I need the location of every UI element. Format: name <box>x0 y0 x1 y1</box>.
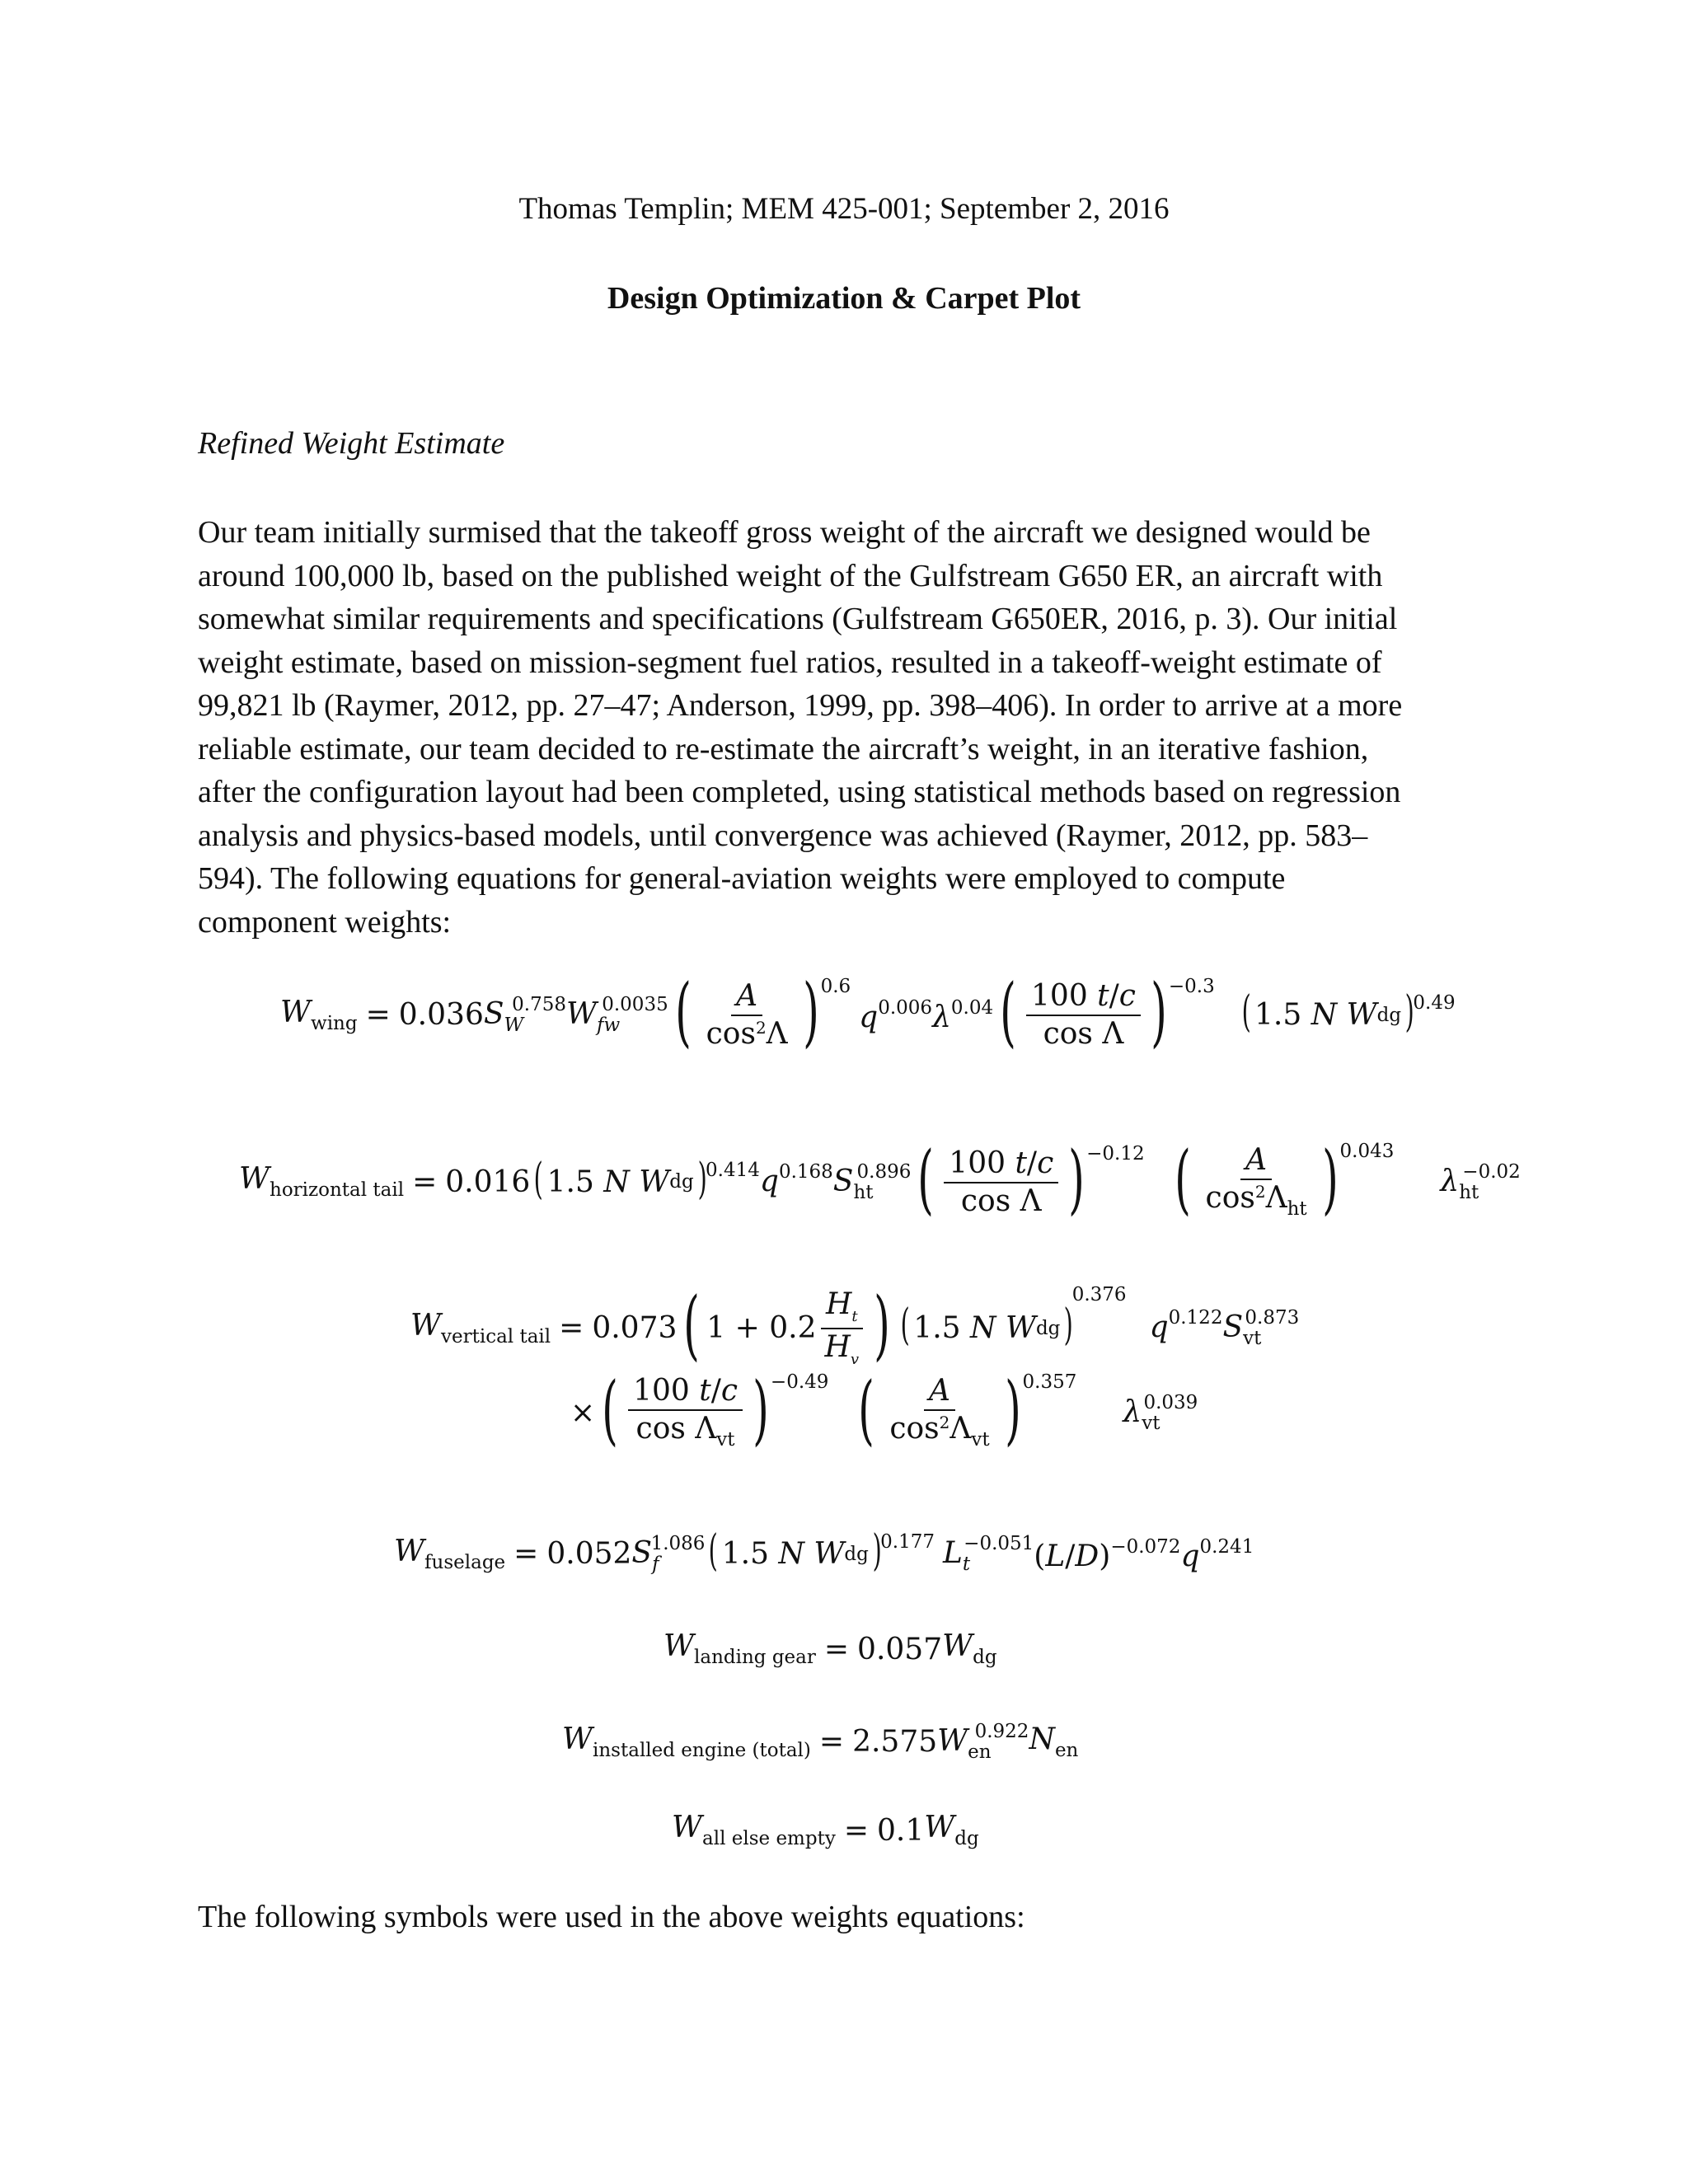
fuselage-weight-equation: $W_{fuselage}$ = 0.052 $S_f^{1.086}$ ( 1.5 N W dg ) 0.177 $L_t^{-0.051}$ $(L/D)^{-0.072}$ $q^{0.241}$ <box>394 1526 1254 1576</box>
paragraph-line: component weights: <box>198 904 452 940</box>
closing-sentence: The following symbols were used in the above weights equations: <box>198 1900 1025 1934</box>
horizontal-tail-weight-equation: $W_{horizontal tail}$ = 0.016 ( 1.5 N W dg ) 0.414 $q^{0.168}S_{ht}^{0.896}$ ( $\frac{100 t/c}{\text{cos Λ}}$ ) −0.12 ( $\frac{A}{\cos^2\Lambda_{ht}}$ ) 0.043 $\lambda_{ht}^{-0.02}$ <box>239 1134 1521 1223</box>
paragraph-line: 594). The following equations for general-aviation weights were employed to compute <box>198 861 1286 896</box>
all-else-empty-weight-equation: $W_{all else empty}$ = 0.1 $W_{dg}$ <box>672 1811 979 1849</box>
paragraph-line: reliable estimate, our team decided to re-estimate the aircraft’s weight, in an iterative fashion, <box>198 731 1369 766</box>
paragraph-line: somewhat similar requirements and specifications (Gulfstream G650ER, 2016, p. 3). Our initial <box>198 602 1398 636</box>
document-header: Thomas Templin; MEM 425-001; September 2, 2016 <box>518 192 1170 226</box>
all-else-empty-constant: 0.1 <box>877 1813 925 1848</box>
paragraph-line: analysis and physics-based models, until convergence was achieved (Raymer, 2012, pp. 583– <box>198 818 1368 853</box>
paragraph-line: 99,821 lb (Raymer, 2012, pp. 27–47; Anderson, 1999, pp. 398–406). In order to arrive at a more <box>198 688 1403 723</box>
vertical-tail-weight-equation-continued: × ( $\frac{100 t/c}{\cos \Lambda_{vt}}$ ) −0.49 ( $\frac{A}{\cos^2\Lambda_{vt}}$ ) 0.357 $\lambda_{vt}^{0.039}$ <box>570 1365 1198 1454</box>
vertical-tail-constant: 0.073 <box>592 1311 678 1345</box>
body-paragraph <box>198 511 1500 944</box>
installed-engine-weight-equation: $W_{installed engine (total)}$ = 2.575 $W_{en}^{0.922}$ $N_{en}$ <box>562 1721 1079 1763</box>
fuselage-constant: 0.052 <box>546 1537 632 1571</box>
landing-gear-constant: 0.057 <box>857 1632 943 1666</box>
vertical-tail-weight-equation: $W_{vertical tail}$ = 0.073 ( 1 + 0.2 $\frac{H_t}{H_v}$ ) ( 1.5 N W dg ) 0.376 $q^{0.122}S_{vt}^{0.873}$ <box>410 1281 1300 1369</box>
wing-constant: 0.036 <box>398 998 484 1032</box>
paragraph-line: weight estimate, based on mission-segment fuel ratios, resulted in a takeoff-weight estimate of <box>198 644 1382 680</box>
paragraph-line: Our team initially surmised that the takeoff gross weight of the aircraft we designed would be <box>198 515 1371 550</box>
document-title: Design Optimization & Carpet Plot <box>607 281 1081 316</box>
landing-gear-weight-equation: $W_{landing gear}$ = 0.057 $W_{dg}$ <box>663 1629 997 1668</box>
installed-engine-constant: 2.575 <box>852 1725 938 1759</box>
paragraph-line: after the configuration layout had been completed, using statistical methods based on regression <box>198 775 1401 809</box>
paragraph-line: around 100,000 lb, based on the published weight of the Gulfstream G650 ER, an aircraft with <box>198 558 1383 593</box>
section-heading: Refined Weight Estimate <box>198 426 505 461</box>
horizontal-tail-constant: 0.016 <box>445 1165 531 1199</box>
wing-weight-equation: $W_{wing}$ = 0.036 $S_W^{0.758}$ $W_{fw}^{0.0035}$ ( $\frac{A}{\cos^2\Lambda}$ ) 0.6 $q^{0.006}\lambda^{0.04}$ ( $\frac{100 t/c}{\text{cos Λ}}$ ) −0.3 ( 1.5 N W dg ) 0.49 <box>280 968 1456 1056</box>
